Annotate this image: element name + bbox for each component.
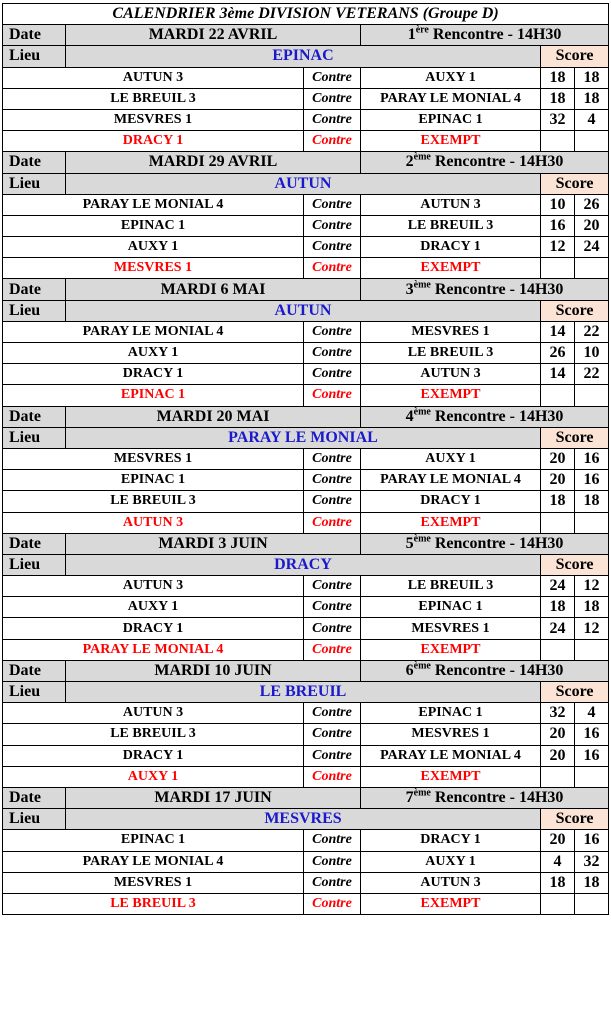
home-team: DRACY 1 (3, 745, 304, 766)
match-row (3, 237, 609, 258)
exempt-team: MESVRES 1 (3, 258, 304, 279)
round-text: Rencontre - 14H30 (430, 661, 564, 679)
home-team: PARAY LE MONIAL 4 (3, 194, 304, 215)
exempt-row (3, 131, 609, 152)
score-header: Score (541, 300, 609, 321)
round-text: Rencontre - 14H30 (430, 153, 564, 171)
match-row (3, 448, 609, 469)
lieu-label: Lieu (3, 554, 66, 575)
home-score: 4 (541, 851, 575, 872)
venue-name: PARAY LE MONIAL (66, 427, 541, 448)
contre-label: Contre (304, 724, 361, 745)
home-score: 18 (541, 67, 575, 88)
venue-row (3, 300, 609, 321)
away-team: AUXY 1 (361, 67, 541, 88)
lieu-label: Lieu (3, 682, 66, 703)
home-team: AUTUN 3 (3, 703, 304, 724)
venue-name: LE BREUIL (66, 682, 541, 703)
contre-label: Contre (304, 88, 361, 109)
exempt-team: DRACY 1 (3, 131, 304, 152)
home-score: 20 (541, 448, 575, 469)
home-score: 20 (541, 745, 575, 766)
venue-row (3, 682, 609, 703)
match-row (3, 745, 609, 766)
contre-label: Contre (304, 67, 361, 88)
venue-name: EPINAC (66, 46, 541, 67)
away-score: 12 (575, 618, 609, 639)
away-score: 16 (575, 724, 609, 745)
match-row (3, 724, 609, 745)
round-number: 1 (407, 26, 416, 44)
match-row (3, 830, 609, 851)
round-header-row (3, 25, 609, 46)
away-team: EPINAC 1 (361, 703, 541, 724)
empty-score (575, 385, 609, 406)
round-suffix: ème (413, 279, 431, 291)
match-row (3, 109, 609, 130)
round-info (361, 152, 609, 173)
lieu-label: Lieu (3, 427, 66, 448)
contre-label: Contre (304, 237, 361, 258)
match-row (3, 470, 609, 491)
round-suffix: ème (413, 787, 431, 799)
round-header-row (3, 660, 609, 681)
home-team: EPINAC 1 (3, 470, 304, 491)
empty-score (541, 893, 575, 914)
venue-name: MESVRES (66, 809, 541, 830)
match-row (3, 194, 609, 215)
contre-label: Contre (304, 893, 361, 914)
home-score: 20 (541, 724, 575, 745)
home-team: DRACY 1 (3, 364, 304, 385)
away-team: DRACY 1 (361, 491, 541, 512)
round-info (361, 660, 609, 681)
home-score: 12 (541, 237, 575, 258)
round-info (361, 279, 609, 300)
calendar-title: CALENDRIER 3ème DIVISION VETERANS (Groupe D) (3, 4, 609, 25)
score-header: Score (541, 46, 609, 67)
home-team: EPINAC 1 (3, 215, 304, 236)
round-text: Rencontre - 14H30 (430, 789, 564, 807)
venue-row (3, 46, 609, 67)
empty-score (541, 385, 575, 406)
round-header-row (3, 152, 609, 173)
match-row (3, 67, 609, 88)
away-score: 18 (575, 872, 609, 893)
contre-label: Contre (304, 872, 361, 893)
home-team: MESVRES 1 (3, 109, 304, 130)
match-date: MARDI 20 MAI (66, 406, 361, 427)
round-header-row (3, 787, 609, 808)
away-team: LE BREUIL 3 (361, 215, 541, 236)
round-number: 2 (405, 153, 414, 171)
away-score: 18 (575, 88, 609, 109)
empty-score (575, 766, 609, 787)
lieu-label: Lieu (3, 809, 66, 830)
venue-row (3, 427, 609, 448)
exempt-label: EXEMPT (361, 258, 541, 279)
away-score: 12 (575, 576, 609, 597)
home-team: EPINAC 1 (3, 830, 304, 851)
contre-label: Contre (304, 215, 361, 236)
match-row (3, 321, 609, 342)
calendar-table (2, 3, 609, 915)
exempt-row (3, 385, 609, 406)
away-team: EPINAC 1 (361, 597, 541, 618)
match-row (3, 88, 609, 109)
away-team: MESVRES 1 (361, 618, 541, 639)
exempt-row (3, 512, 609, 533)
contre-label: Contre (304, 512, 361, 533)
away-team: EPINAC 1 (361, 109, 541, 130)
round-header-row (3, 533, 609, 554)
away-team: LE BREUIL 3 (361, 343, 541, 364)
exempt-row (3, 893, 609, 914)
contre-label: Contre (304, 131, 361, 152)
exempt-label: EXEMPT (361, 512, 541, 533)
lieu-label: Lieu (3, 300, 66, 321)
match-row (3, 215, 609, 236)
date-label: Date (3, 533, 66, 554)
away-team: AUXY 1 (361, 851, 541, 872)
exempt-team: AUXY 1 (3, 766, 304, 787)
match-date: MARDI 10 JUIN (66, 660, 361, 681)
round-number: 7 (405, 789, 414, 807)
away-score: 16 (575, 470, 609, 491)
contre-label: Contre (304, 576, 361, 597)
away-score: 16 (575, 745, 609, 766)
match-date: MARDI 6 MAI (66, 279, 361, 300)
exempt-label: EXEMPT (361, 893, 541, 914)
contre-label: Contre (304, 491, 361, 512)
contre-label: Contre (304, 364, 361, 385)
home-team: LE BREUIL 3 (3, 88, 304, 109)
venue-row (3, 173, 609, 194)
away-score: 20 (575, 215, 609, 236)
home-team: AUTUN 3 (3, 576, 304, 597)
date-label: Date (3, 406, 66, 427)
match-row (3, 618, 609, 639)
score-header: Score (541, 682, 609, 703)
round-text: Rencontre - 14H30 (430, 407, 564, 425)
contre-label: Contre (304, 343, 361, 364)
away-team: MESVRES 1 (361, 724, 541, 745)
home-team: AUXY 1 (3, 597, 304, 618)
home-team: AUXY 1 (3, 237, 304, 258)
away-team: PARAY LE MONIAL 4 (361, 745, 541, 766)
home-score: 14 (541, 321, 575, 342)
home-score: 32 (541, 703, 575, 724)
home-score: 10 (541, 194, 575, 215)
round-number: 6 (405, 661, 414, 679)
score-header: Score (541, 809, 609, 830)
date-label: Date (3, 152, 66, 173)
round-info (361, 25, 609, 46)
home-team: MESVRES 1 (3, 448, 304, 469)
exempt-row (3, 258, 609, 279)
contre-label: Contre (304, 703, 361, 724)
empty-score (575, 893, 609, 914)
home-team: DRACY 1 (3, 618, 304, 639)
match-date: MARDI 29 AVRIL (66, 152, 361, 173)
contre-label: Contre (304, 109, 361, 130)
home-score: 18 (541, 597, 575, 618)
empty-score (541, 639, 575, 660)
away-team: PARAY LE MONIAL 4 (361, 470, 541, 491)
venue-name: AUTUN (66, 300, 541, 321)
round-number: 5 (405, 534, 414, 552)
venue-row (3, 809, 609, 830)
match-row (3, 703, 609, 724)
exempt-team: LE BREUIL 3 (3, 893, 304, 914)
home-team: AUTUN 3 (3, 67, 304, 88)
home-team: AUXY 1 (3, 343, 304, 364)
home-team: MESVRES 1 (3, 872, 304, 893)
venue-name: DRACY (66, 554, 541, 575)
venue-row (3, 554, 609, 575)
home-score: 18 (541, 88, 575, 109)
away-team: MESVRES 1 (361, 321, 541, 342)
exempt-row (3, 639, 609, 660)
empty-score (575, 258, 609, 279)
match-date: MARDI 3 JUIN (66, 533, 361, 554)
score-header: Score (541, 173, 609, 194)
round-suffix: ème (413, 152, 431, 164)
away-score: 32 (575, 851, 609, 872)
match-date: MARDI 17 JUIN (66, 787, 361, 808)
round-number: 4 (405, 407, 414, 425)
exempt-team: PARAY LE MONIAL 4 (3, 639, 304, 660)
away-team: DRACY 1 (361, 237, 541, 258)
home-score: 16 (541, 215, 575, 236)
home-team: LE BREUIL 3 (3, 724, 304, 745)
contre-label: Contre (304, 448, 361, 469)
contre-label: Contre (304, 830, 361, 851)
contre-label: Contre (304, 194, 361, 215)
away-score: 16 (575, 448, 609, 469)
home-score: 26 (541, 343, 575, 364)
home-team: PARAY LE MONIAL 4 (3, 321, 304, 342)
contre-label: Contre (304, 766, 361, 787)
match-row (3, 872, 609, 893)
away-team: PARAY LE MONIAL 4 (361, 88, 541, 109)
exempt-row (3, 766, 609, 787)
contre-label: Contre (304, 385, 361, 406)
home-team: LE BREUIL 3 (3, 491, 304, 512)
match-date: MARDI 22 AVRIL (66, 25, 361, 46)
exempt-label: EXEMPT (361, 385, 541, 406)
away-score: 26 (575, 194, 609, 215)
contre-label: Contre (304, 597, 361, 618)
round-text: Rencontre - 14H30 (430, 280, 564, 298)
away-score: 22 (575, 321, 609, 342)
date-label: Date (3, 660, 66, 681)
round-text: Rencontre - 14H30 (430, 534, 564, 552)
away-score: 22 (575, 364, 609, 385)
round-header-row (3, 406, 609, 427)
contre-label: Contre (304, 618, 361, 639)
match-row (3, 576, 609, 597)
away-score: 10 (575, 343, 609, 364)
home-score: 20 (541, 470, 575, 491)
match-row (3, 851, 609, 872)
round-info (361, 533, 609, 554)
away-team: AUTUN 3 (361, 194, 541, 215)
empty-score (541, 258, 575, 279)
date-label: Date (3, 279, 66, 300)
round-number: 3 (405, 280, 414, 298)
away-score: 18 (575, 491, 609, 512)
away-team: AUTUN 3 (361, 872, 541, 893)
home-score: 18 (541, 491, 575, 512)
contre-label: Contre (304, 639, 361, 660)
home-score: 20 (541, 830, 575, 851)
empty-score (575, 639, 609, 660)
lieu-label: Lieu (3, 46, 66, 67)
home-score: 24 (541, 576, 575, 597)
away-score: 18 (575, 597, 609, 618)
away-score: 18 (575, 67, 609, 88)
exempt-team: EPINAC 1 (3, 385, 304, 406)
lieu-label: Lieu (3, 173, 66, 194)
empty-score (575, 131, 609, 152)
round-suffix: ème (413, 533, 431, 545)
empty-score (541, 131, 575, 152)
away-score: 4 (575, 703, 609, 724)
away-score: 24 (575, 237, 609, 258)
contre-label: Contre (304, 321, 361, 342)
date-label: Date (3, 25, 66, 46)
exempt-label: EXEMPT (361, 639, 541, 660)
away-score: 4 (575, 109, 609, 130)
round-header-row (3, 279, 609, 300)
empty-score (541, 512, 575, 533)
home-score: 32 (541, 109, 575, 130)
home-team: PARAY LE MONIAL 4 (3, 851, 304, 872)
venue-name: AUTUN (66, 173, 541, 194)
away-team: AUXY 1 (361, 448, 541, 469)
score-header: Score (541, 554, 609, 575)
contre-label: Contre (304, 258, 361, 279)
match-row (3, 597, 609, 618)
away-team: LE BREUIL 3 (361, 576, 541, 597)
round-suffix: ème (413, 660, 431, 672)
exempt-label: EXEMPT (361, 766, 541, 787)
round-text: Rencontre - 14H30 (428, 26, 562, 44)
exempt-label: EXEMPT (361, 131, 541, 152)
score-header: Score (541, 427, 609, 448)
contre-label: Contre (304, 851, 361, 872)
round-suffix: ème (413, 406, 431, 418)
contre-label: Contre (304, 745, 361, 766)
match-row (3, 491, 609, 512)
away-score: 16 (575, 830, 609, 851)
round-info (361, 406, 609, 427)
exempt-team: AUTUN 3 (3, 512, 304, 533)
away-team: DRACY 1 (361, 830, 541, 851)
round-info (361, 787, 609, 808)
match-row (3, 364, 609, 385)
empty-score (541, 766, 575, 787)
home-score: 18 (541, 872, 575, 893)
contre-label: Contre (304, 470, 361, 491)
home-score: 14 (541, 364, 575, 385)
empty-score (575, 512, 609, 533)
away-team: AUTUN 3 (361, 364, 541, 385)
home-score: 24 (541, 618, 575, 639)
date-label: Date (3, 787, 66, 808)
round-suffix: ère (415, 24, 429, 36)
match-row (3, 343, 609, 364)
